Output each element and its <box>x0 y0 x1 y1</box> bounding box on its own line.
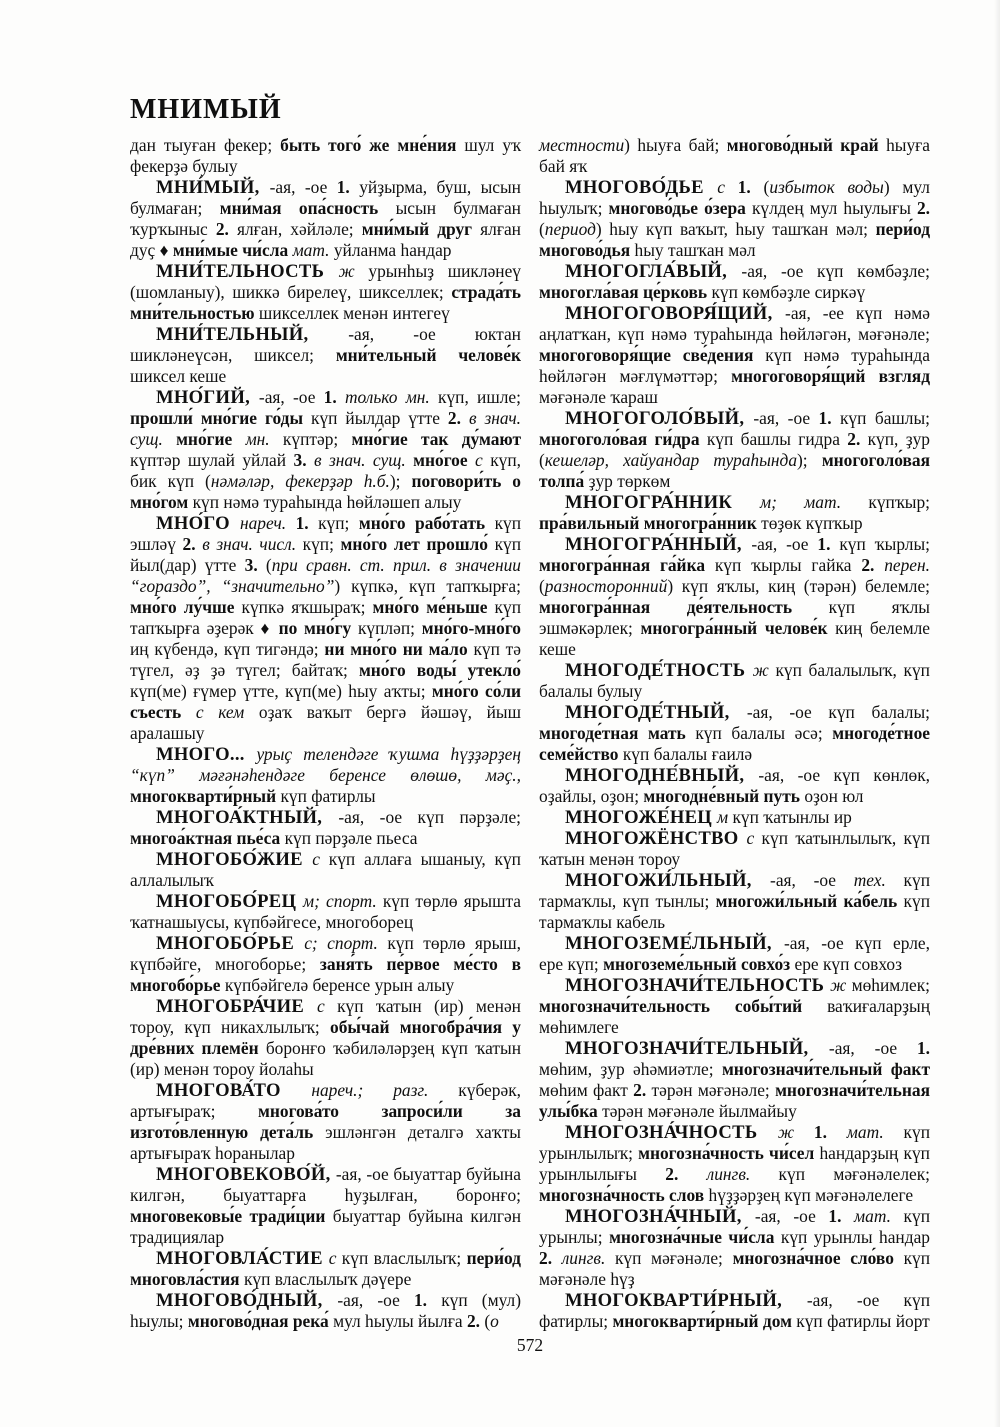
entry-mnogoglavyj: МНОГОГЛА́ВЫЙ, -ая, -ое күп көмбәҙле; многогла́вая це́рковь күп көмбәҙле сиркәү <box>539 261 930 302</box>
entry-mnogozhenets: МНОГОЖЕ́НЕЦ м күп ҡатынлы ир <box>565 807 852 828</box>
entry-mnitelnyj: МНИ́ТЕЛЬНЫЙ, -ая, -ое юктан шикләнеүсән, шиксел; мни́тельный челове́к шиксел кеше <box>130 324 521 386</box>
entry-mnogozemelnyj: МНОГОЗЕМЕ́ЛЬНЫЙ, -ая, -ое күп ерле, ере күп; многоземе́льный совхо́з ере күп совхоз <box>539 933 930 974</box>
entry-mnitelnost: МНИ́ТЕЛЬНОСТЬ ж урынһыҙ шикләнеү (шомланыу), шиккә бирелеү, шикселлек; страда́ть мни́тельностью шикселлек менән интегеү <box>130 261 522 323</box>
entry-mnogoznachitelnost: МНОГОЗНАЧИ́ТЕЛЬНОСТЬ ж мөһимлек; многозначи́тельность собы́тий ваҡиғаларҙың мөһимлеге <box>539 975 930 1037</box>
entry-mnogoznachitelnyj: МНОГОЗНАЧИ́ТЕЛЬНЫЙ, -ая, -ое 1. мөһим, ҙур әһәмиәтле; многозначи́тельный факт мөһим факт 2. тәрән мәғәнәле; многозначи́тельная улы́бка тәрән мәғәнәле йылмайыу <box>539 1038 930 1121</box>
entry-mnogobrachie: МНОГОБРА́ЧИЕ с күп ҡатын (ир) менән тороу, күп никахлылыҡ; обы́чай многобра́чия у дре́вних племён боронғо ҡәбиләләрҙең күп ҡатын (ир) менән тороу йолаһы <box>130 996 522 1079</box>
entry-mnogoznachnyj: МНОГОЗНА́ЧНЫЙ, -ая, -ое 1. мат. күп урынлы; многозна́чные чи́сла күп урынлы һандар 2. лингв. күп мәғәнәле; многозна́чное сло́во күп мәғәнәле һүҙ <box>539 1206 931 1289</box>
entry-mnogoznachnost: МНОГОЗНА́ЧНОСТЬ ж 1. мат. күп урынлылыҡ; многозна́чность чи́сел һандарҙың күп урынлылығы 2. лингв. күп мәғәнәлелек; многозна́чность слов һүҙҙәрҙең күп мәғәнәлелеге <box>539 1122 930 1205</box>
entry-mnogogrannik: МНОГОГРА́ННИК м; мат. күпҡыр; пра́вильный многогра́нник төҙөк күпҡыр <box>539 492 931 533</box>
entry-mnogovodnyj-continued: местности) һыуға бай; многово́дный край һыуға бай яҡ <box>539 135 930 176</box>
entry-mnogodetnyj: МНОГОДЕ́ТНЫЙ, -ая, -ое күп балалы; многоде́тная мать күп балалы әсә; многоде́тное семе́йство күп балалы ғаилә <box>539 702 930 764</box>
entry-mnogoborje: МНОГОБО́РЬЕ с; спорт. күп төрлө ярыш, күпбәйге, многоборье; заня́ть пе́рвое ме́сто в многобо́рье күпбәйгелә беренсе урын алыу <box>130 933 521 995</box>
dictionary-page <box>130 0 930 1356</box>
entry-mnogovodje: МНОГОВО́ДЬЕ с 1. (избыток воды) мул һыулыҡ; многово́дье о́зера күлдең мул һыулығы 2. (период) һыу күп ваҡыт, һыу ташҡан мәл; пери́од многово́дья һыу ташҡан мәл <box>539 177 930 260</box>
entry-mnogodnevnyj: МНОГОДНЕ́ВНЫЙ, -ая, -ое күп көнлөк, оҙайлы, оҙон; многодне́вный путь оҙон юл <box>539 765 930 806</box>
entry-mnogozhyonstvo: МНОГОЖЁНСТВО с күп ҡатынлылыҡ, күп ҡатын менән тороу <box>539 828 930 869</box>
entry-mnimyj: МНИ́МЫЙ, -ая, -ое 1. уйҙырма, буш, ысын булмаған; мни́мая опа́сность ысын булмаған ҡурҡыныс 2. ялған, хәйләле; мни́мый друг ялған дуҫ ♦ мни́мые чи́сла мат. уйланма һандар <box>130 177 521 260</box>
entry-mnogovato: МНОГОВА́ТО нареч.; разг. күберәк, артығыраҡ; многова́то запроси́ли за изгото́вленную дета́ль эшләнгән деталгә хаҡты артығыраҡ һоранылар <box>130 1080 521 1163</box>
text-columns <box>130 135 930 1332</box>
entry-mnogovodnyj: МНОГОВО́ДНЫЙ, -ая, -ое 1. күп (мул) һыулы; многово́дная река́ мул һыулы йылға 2. (о <box>130 1290 521 1331</box>
entry-mnogobozhie: МНОГОБО́ЖИЕ с күп аллаға ышаныу, күп аллалылыҡ <box>130 849 521 890</box>
entry-mnogovekovoj: МНОГОВЕКОВО́Й, -ая, -ое быуаттар буйына килгән, быуаттарға һуҙылған, боронғо; многовековы́е тради́ции быуаттар буйына килгән традициялар <box>130 1164 521 1247</box>
entry-mnogokvartirnyj: МНОГОКВАРТИ́РНЫЙ, -ая, -ое күп фатирлы; многокварти́рный дом күп фатирлы йорт <box>539 1290 931 1331</box>
entry-mnogo-prefix: МНОГО... урыҫ телендәге ҡушма һүҙҙәрҙең “күп” мәғәнәһендәге беренсе өлөшө, мәҫ., многокварти́рный күп фатирлы <box>130 744 521 806</box>
entry-mnogogolovyj: МНОГОГОЛО́ВЫЙ, -ая, -ое 1. күп башлы; многоголо́вая ги́дра күп башлы гидра 2. күп, ҙур (кешеләр, хайуандар тураһында); многоголо́вая толпа́ ҙур төркөм <box>539 408 930 491</box>
entry-mnogogrannyj: МНОГОГРА́ННЫЙ, -ая, -ое 1. күп ҡырлы; многогра́нная га́йка күп ҡырлы гайка 2. перен. (разносторонний) күп яҡлы, киң (тәрән) белемле; многогра́нная де́ятельность күп яҡлы эшмәкәрлек; многогра́нный челове́к киң белемле кеше <box>539 534 930 659</box>
entry-mnogo: МНО́ГО нареч. 1. күп; мно́го рабо́тать күп эшләү 2. в знач. числ. күп; мно́го лет прошло́ күп йыл(дар) үтте 3. (при сравн. ст. прил. в значении “гораздо”, “значительно”) күпкә, күп тапҡырға; мно́го лу́чше күпкә яҡшыраҡ; мно́го ме́ньше күп тапҡырға әҙерәк ♦ по мно́гу күпләп; мно́го-мно́го иң күбендә, күп тигәндә; ни мно́го ни ма́ло күп тә түгел, әҙ ҙә түгел; байтаҡ; мно́го воды́ утекло́ күп(ме) ғүмер үтте, күп(ме) һыу аҡты; мно́го со́ли съесть с кем оҙаҡ ваҡыт бергә йәшәү, йыш аралашыу <box>130 513 522 743</box>
left-column <box>130 135 521 1332</box>
page-scan-edge <box>994 0 1000 1427</box>
entry-mnogogovoryashchij: МНОГОГОВОРЯ́ЩИЙ, -ая, -ее күп нәмә аңлатҡан, күп нәмә тураһында һөйләгән, мәғәнәле; многоговоря́щие све́дения күп нәмә тураһында һөйләгән мәғлүмәттәр; многоговоря́щий взгляд мәғәнәле ҡараш <box>539 303 930 407</box>
entry-mnogoborets: МНОГОБО́РЕЦ м; спорт. күп төрлө ярышта ҡатнашыусы, күпбәйгесе, многоборец <box>130 891 521 932</box>
entry-mnogoaktnyj: МНОГОА́КТНЫЙ, -ая, -ое күп пәрҙәле; многоа́ктная пье́са күп пәрҙәле пьеса <box>130 807 522 848</box>
entry-continued-byt-togo-zhe-mneniya: дан тыуған фекер; быть того́ же мне́ния шул уҡ фекерҙә булыу <box>130 135 521 176</box>
entry-mnogozhilnyj: МНОГОЖИ́ЛЬНЫЙ, -ая, -ое тех. күп тармаҡлы, күп тынлы; многожи́льный ка́бель күп тармаҡлы кабель <box>539 870 930 932</box>
entry-mnogij: МНО́ГИЙ, -ая, -ое 1. только мн. күп, ишле; прошли́ мно́гие го́ды күп йылдар үтте 2. в знач. сущ. мно́гие мн. күптәр; мно́гие так ду́мают күптәр шулай уйлай 3. в знач. сущ. мно́гое с күп, бик күп (нәмәләр, фекерҙәр һ.б.); поговори́ть о мно́гом күп нәмә тураһында һөйләшеп алыу <box>130 387 522 512</box>
page-number: 572 <box>516 1335 544 1355</box>
right-column <box>539 135 930 1332</box>
running-head: МНИМЫЙ <box>130 94 282 125</box>
entry-mnogovlastie: МНОГОВЛА́СТИЕ с күп власлылыҡ; пери́од многовла́стия күп власлылыҡ дәүере <box>130 1248 521 1289</box>
entry-mnogodetnost: МНОГОДЕ́ТНОСТЬ ж күп балалылыҡ, күп балалы булыу <box>539 660 930 701</box>
